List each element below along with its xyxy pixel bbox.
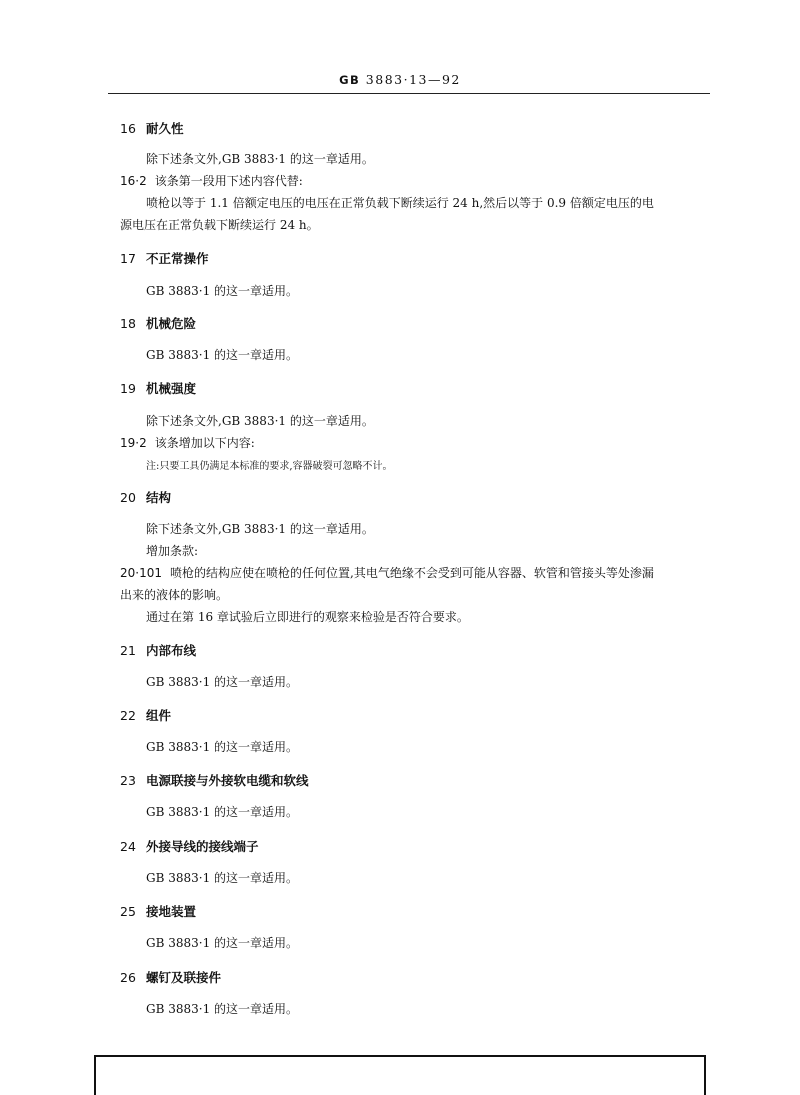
section-23-paragraph: GB 3883·1 的这一章适用。 bbox=[146, 805, 299, 819]
footer-frame bbox=[94, 1055, 706, 1095]
clause-16-2-body-2: 源电压在正常负载下断续运行 24 h。 bbox=[120, 218, 319, 232]
section-18-paragraph: GB 3883·1 的这一章适用。 bbox=[146, 348, 299, 362]
clause-19-2 bbox=[120, 434, 255, 451]
section-20-paragraph: 除下述条文外,GB 3883·1 的这一章适用。 bbox=[146, 522, 374, 536]
section-18-heading bbox=[120, 314, 196, 332]
clause-number: 16·2 bbox=[120, 174, 147, 188]
section-19-heading bbox=[120, 379, 196, 397]
section-number: 17 bbox=[120, 251, 136, 266]
section-title: 耐久性 bbox=[146, 121, 184, 136]
section-title: 不正常操作 bbox=[146, 251, 209, 266]
section-24-heading bbox=[120, 837, 259, 855]
section-25-paragraph: GB 3883·1 的这一章适用。 bbox=[146, 936, 299, 950]
section-number: 18 bbox=[120, 316, 136, 331]
clause-20-101 bbox=[120, 564, 654, 581]
clause-text: 该条增加以下内容: bbox=[154, 436, 255, 450]
section-22-heading bbox=[120, 706, 171, 724]
section-number: 25 bbox=[120, 904, 136, 919]
section-title: 结构 bbox=[146, 490, 172, 505]
section-number: 26 bbox=[120, 970, 136, 985]
section-20-heading bbox=[120, 488, 171, 506]
section-16-paragraph: 除下述条文外,GB 3883·1 的这一章适用。 bbox=[146, 152, 374, 166]
clause-text: 该条第一段用下述内容代替: bbox=[154, 174, 303, 188]
clause-20-101-body-2: 出来的液体的影响。 bbox=[120, 588, 229, 602]
section-title: 组件 bbox=[146, 708, 172, 723]
clause-16-2-body-1: 喷枪以等于 1.1 倍额定电压的电压在正常负载下断续运行 24 h,然后以等于 0.9 倍额定电压的电 bbox=[146, 196, 654, 210]
section-number: 21 bbox=[120, 643, 136, 658]
section-26-paragraph: GB 3883·1 的这一章适用。 bbox=[146, 1002, 299, 1016]
clause-16-2 bbox=[120, 172, 303, 189]
section-22-paragraph: GB 3883·1 的这一章适用。 bbox=[146, 740, 299, 754]
section-25-heading bbox=[120, 902, 196, 920]
section-title: 电源联接与外接软电缆和软线 bbox=[146, 773, 309, 788]
section-number: 23 bbox=[120, 773, 136, 788]
clause-text: 喷枪的结构应使在喷枪的任何位置,其电气绝缘不会受到可能从容器、软管和管接头等处渗漏 bbox=[170, 566, 654, 580]
section-number: 20 bbox=[120, 490, 136, 505]
section-title: 螺钉及联接件 bbox=[146, 970, 222, 985]
section-number: 19 bbox=[120, 381, 136, 396]
standard-number: 3883·13—92 bbox=[360, 72, 461, 87]
section-number: 22 bbox=[120, 708, 136, 723]
section-26-heading bbox=[120, 968, 221, 986]
section-title: 内部布线 bbox=[146, 643, 197, 658]
section-19-paragraph: 除下述条文外,GB 3883·1 的这一章适用。 bbox=[146, 414, 374, 428]
section-20-added-clauses: 增加条款: bbox=[146, 544, 199, 558]
header-rule bbox=[108, 93, 710, 94]
section-title: 接地装置 bbox=[146, 904, 197, 919]
clause-number: 19·2 bbox=[120, 436, 147, 450]
clause-number: 20·101 bbox=[120, 566, 162, 580]
section-17-paragraph: GB 3883·1 的这一章适用。 bbox=[146, 284, 299, 298]
clause-20-101-compliance: 通过在第 16 章试验后立即进行的观察来检验是否符合要求。 bbox=[146, 610, 469, 624]
section-title: 机械危险 bbox=[146, 316, 197, 331]
section-number: 24 bbox=[120, 839, 136, 854]
section-23-heading bbox=[120, 771, 309, 789]
section-number: 16 bbox=[120, 121, 136, 136]
section-19-note: 注:只要工具仍满足本标准的要求,容器破裂可忽略不计。 bbox=[146, 461, 393, 472]
page-header bbox=[0, 72, 800, 87]
section-title: 机械强度 bbox=[146, 381, 197, 396]
section-title: 外接导线的接线端子 bbox=[146, 839, 259, 854]
section-24-paragraph: GB 3883·1 的这一章适用。 bbox=[146, 871, 299, 885]
standard-prefix: GB bbox=[339, 73, 361, 87]
section-16-heading bbox=[120, 119, 184, 137]
section-21-heading bbox=[120, 641, 196, 659]
section-17-heading bbox=[120, 249, 209, 267]
section-21-paragraph: GB 3883·1 的这一章适用。 bbox=[146, 675, 299, 689]
